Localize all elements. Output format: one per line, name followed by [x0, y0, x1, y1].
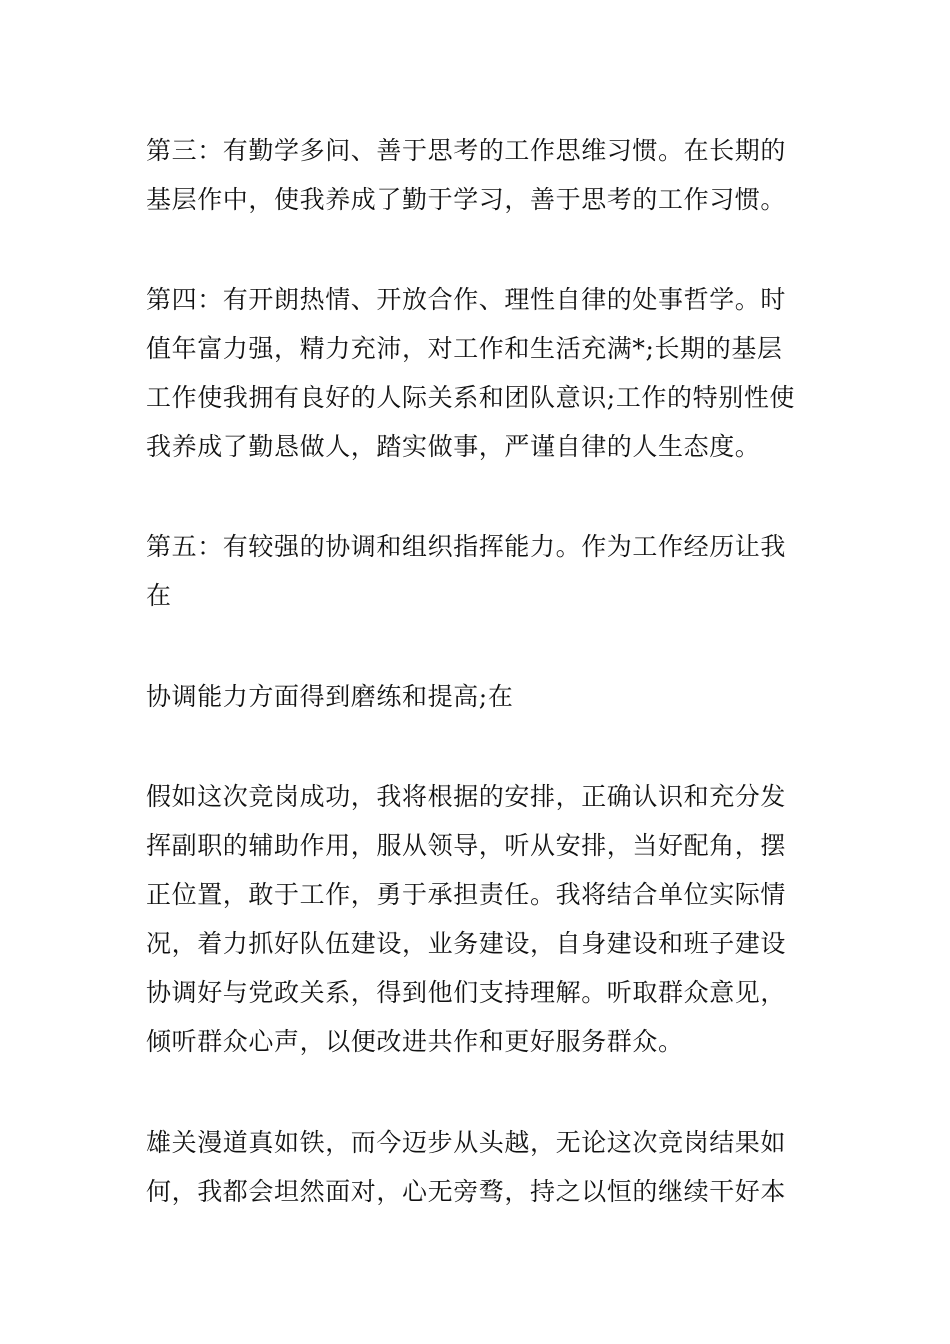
paragraph-coordination [146, 672, 816, 721]
text-line: 正位置，敢于工作，勇于承担责任。我将结合单位实际情 [146, 880, 787, 909]
text-line: 第三：有勤学多问、善于思考的工作思维习惯。在长期的 [146, 136, 787, 165]
text-line: 值年富力强，精力充沛，对工作和生活充满*;长期的基层 [146, 334, 783, 363]
text-line: 何，我都会坦然面对，心无旁骛，持之以恒的继续干好本 [146, 1177, 787, 1206]
text-line: 工作使我拥有良好的人际关系和团队意识;工作的特别性使 [146, 383, 796, 412]
text-line: 我养成了勤恳做人，踏实做事，严谨自律的人生态度。 [146, 432, 761, 461]
text-line: 第五：有较强的协调和组织指挥能力。作为工作经历让我 [146, 532, 787, 561]
text-line: 倾听群众心声，以便改进共作和更好服务群众。 [146, 1027, 684, 1056]
text-line: 协调好与党政关系，得到他们支持理解。听取群众意见， [146, 978, 787, 1007]
text-line: 挥副职的辅助作用，服从领导，听从安排，当好配角，摆 [146, 831, 787, 860]
paragraph-fourth-strength [146, 275, 816, 471]
paragraph-fifth-strength [146, 522, 816, 620]
text-line: 雄关漫道真如铁，而今迈步从头越，无论这次竞岗结果如 [146, 1128, 787, 1157]
text-line: 基层作中，使我养成了勤于学习，善于思考的工作习惯。 [146, 185, 787, 214]
text-line: 况，着力抓好队伍建设，业务建设，自身建设和班子建设 [146, 929, 787, 958]
paragraph-if-successful [146, 772, 816, 1066]
paragraph-closing [146, 1118, 816, 1216]
paragraph-third-strength [146, 126, 816, 224]
text-line: 在 [146, 581, 172, 610]
text-line: 第四：有开朗热情、开放合作、理性自律的处事哲学。时 [146, 285, 787, 314]
text-line: 假如这次竞岗成功，我将根据的安排，正确认识和充分发 [146, 782, 787, 811]
text-line: 协调能力方面得到磨练和提高;在 [146, 682, 514, 711]
